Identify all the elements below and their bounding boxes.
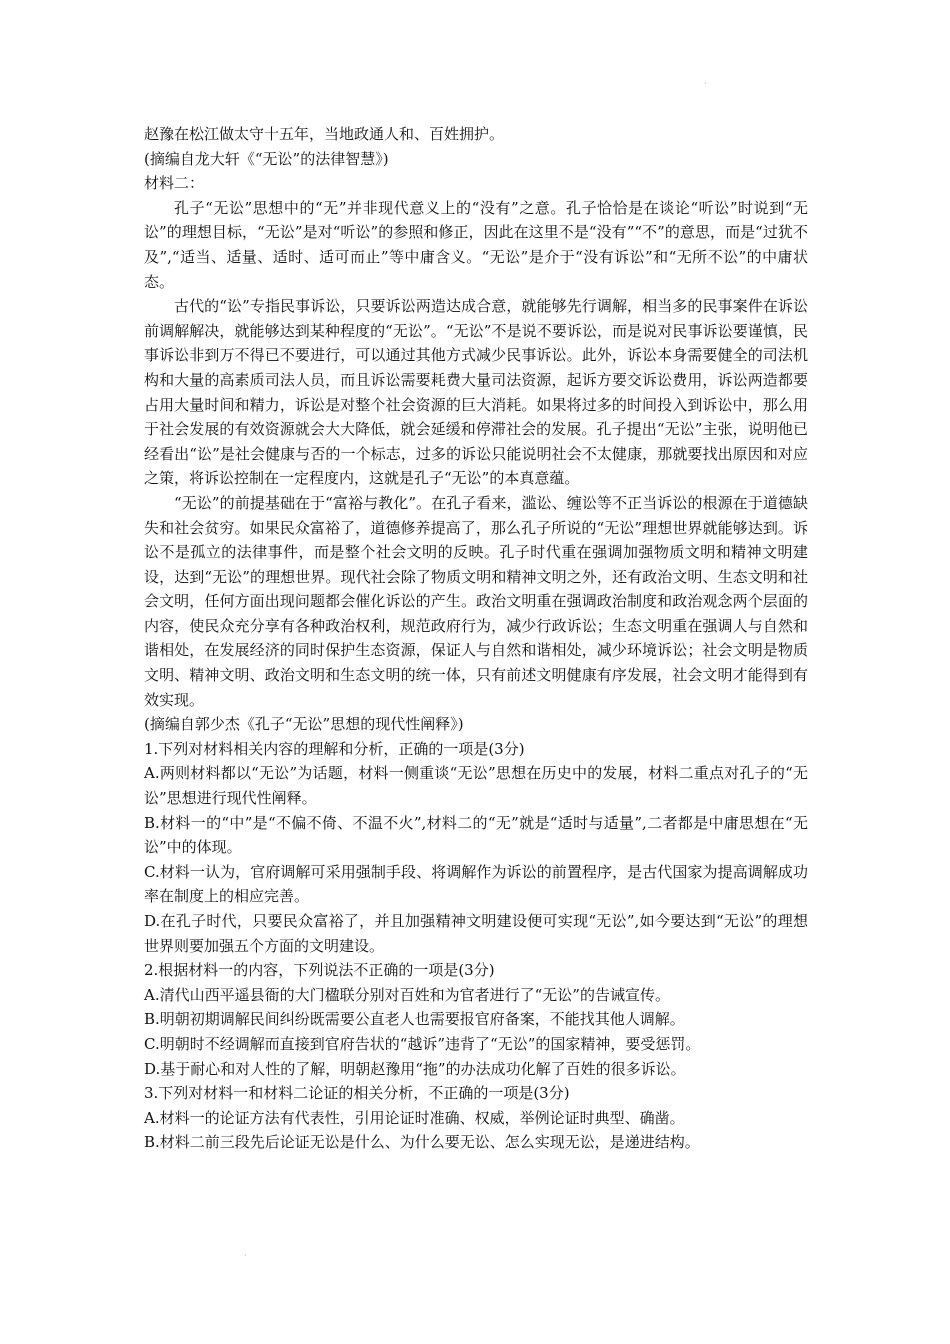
option-a: A.材料一的论证方法有代表性，引用论证时准确、权威，举例论证时典型、确凿。 <box>144 1108 685 1127</box>
option-d: D.基于耐心和对人性的了解，明朝赵豫用“拖”的办法成功化解了百姓的很多诉讼。 <box>144 1059 686 1078</box>
question-stem: 2.根据材料一的内容，下列说法不正确的一项是(3分) <box>144 961 495 980</box>
material-one-tail: 赵豫在松江做太守十五年，当地政通人和、百姓拥护。 <box>144 125 505 143</box>
question-2 <box>144 958 808 1081</box>
option-d: D.在孔子时代，只要民众富裕了，并且加强精神文明建设便可实现“无讼”,如今要达到“无讼”的理想世界则要加强五个方面的文明建设。 <box>144 912 808 955</box>
option-a: A.两则材料都以“无讼”为话题，材料一侧重谈“无讼”思想在历史中的发展，材料二重点对孔子的“无讼”思想进行现代性阐释。 <box>144 764 808 808</box>
question-stem: 1.下列对材料相关内容的理解和分析，正确的一项是(3分) <box>144 739 525 758</box>
exam-page <box>144 122 808 1155</box>
question-3 <box>144 1081 808 1155</box>
option-c: C.明朝时不经调解而直接到官府告状的“越诉”违背了“无讼”的国家精神，要受惩罚。 <box>144 1034 701 1053</box>
material-two-paragraph-2: 古代的“讼”专指民事诉讼，只要诉讼两造达成合意，就能够先行调解，相当多的民事案件在诉讼前调解解决，就能够达到某种程度的“无讼”。“无讼”不是说不要诉讼，而是说对民事诉讼要谨慎，民事诉讼非到万不得已不要进行，可以通过其他方式减少民事诉讼。此外，诉讼本身需要健全的司法机构和大量的高素质司法人员，而且诉讼需要耗费大量司法资源，起诉方要交诉讼费用，诉讼两造都要占用大量时间和精力，诉讼是对整个社会资源的巨大消耗。如果将过多的时间投入到诉讼中，那么用于社会发展的有效资源就会大大降低，就会延缓和停滞社会的发展。孔子提出“无讼”主张，说明他已经看出“讼”是社会健康与否的一个标志，过多的诉讼只能说明社会不太健康，那就要找出原因和对应之策，将诉讼控制在一定程度内，这就是孔子“无讼”的本真意蕴。 <box>144 297 808 488</box>
material-two-paragraph-1: 孔子“无讼”思想中的“无”并非现代意义上的“没有”之意。孔子恰恰是在谈论“听讼”时说到“无讼”的理想目标，“无讼”是对“听讼”的参照和修正，因此在这里不是“没有”“不”的意思，而是“过犹不及”,“适当、适量、适时、适可而止”等中庸含义。“无讼”是介于“没有诉讼”和“无所不讼”的中庸状态。 <box>144 198 808 291</box>
option-c: C.材料一认为，官府调解可采用强制手段、将调解作为诉讼的前置程序，是古代国家为提高调解成功率在制度上的相应完善。 <box>144 862 808 906</box>
option-b: B.明朝初期调解民间纠纷既需要公直老人也需要报官府备案，不能找其他人调解。 <box>144 1010 685 1029</box>
source-one: (摘编自龙大轩《“无讼”的法律智慧》) <box>144 149 389 168</box>
material-two-paragraph-3: “无讼”的前提基础在于“富裕与教化”。在孔子看来，滥讼、缠讼等不正当诉讼的根源在于道德缺失和社会贫穷。如果民众富裕了，道德修养提高了，那么孔子所说的“无讼”理想世界就能够达到。诉讼不是孤立的法律事件，而是整个社会文明的反映。孔子时代重在强调加强物质文明和精神文明建设，达到“无讼”的理想世界。现代社会除了物质文明和精神文明之外，还有政治文明、生态文明和社会文明，任何方面出现问题都会催化诉讼的产生。政治文明重在强调政治制度和政治观念两个层面的内容，使民众充分享有各种政治权利，规范政府行为，减少行政诉讼；生态文明重在强调人与自然和谐相处，在发展经济的同时保护生态资源，保证人与自然和谐相处，减少环境诉讼；社会文明是物质文明、精神文明、政治文明和生态文明的统一体，只有前述文明健康有序发展，社会文明才能得到有效实现。 <box>144 493 808 709</box>
option-b: B.材料二前三段先后论证无讼是什么、为什么要无讼、怎么实现无讼，是递进结构。 <box>144 1133 700 1152</box>
question-1 <box>144 737 808 958</box>
corner-dot-mark: · <box>704 79 707 88</box>
footer-dot-mark: · <box>244 1251 247 1260</box>
question-stem: 3.下列对材料一和材料二论证的相关分析，不正确的一项是(3分) <box>144 1084 570 1103</box>
material-two-label: 材料二： <box>144 174 205 193</box>
option-a: A.清代山西平遥县衙的大门楹联分别对百姓和为官者进行了“无讼”的告诫宣传。 <box>144 985 670 1004</box>
source-two: (摘编自郭少杰《孔子“无讼”思想的现代性阐释》) <box>144 715 464 734</box>
option-b: B.材料一的“中”是“不偏不倚、不温不火”,材料二的“无”就是“适时与适量”,二者都是中庸思想在“无讼”中的体现。 <box>144 813 808 857</box>
